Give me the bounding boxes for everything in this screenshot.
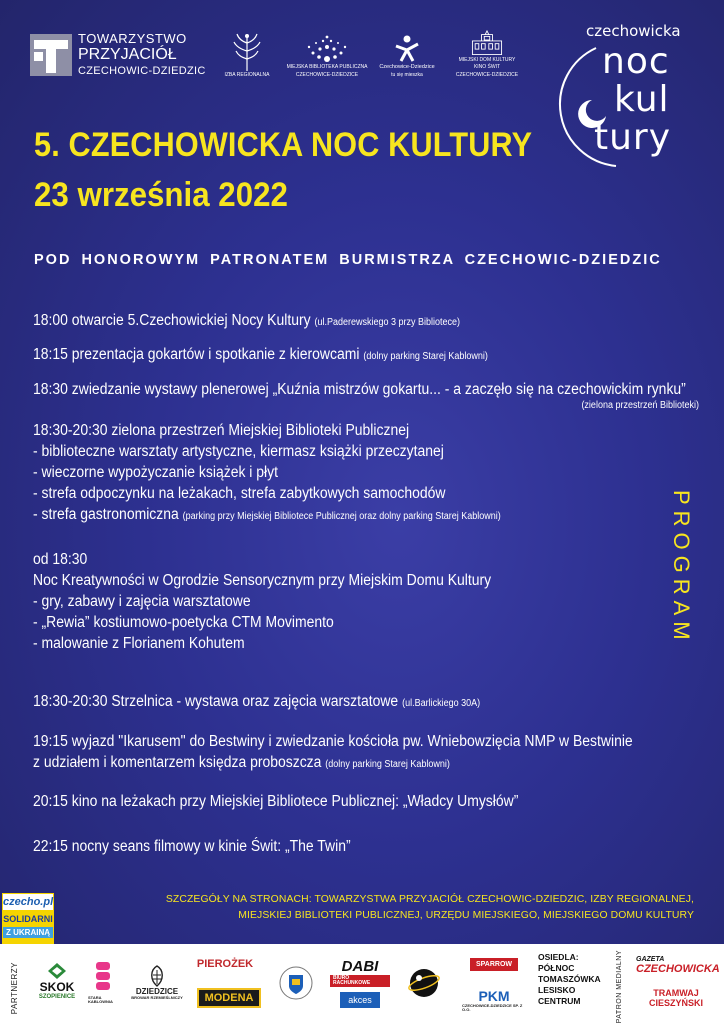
nk-word-noc: noc — [602, 41, 670, 82]
program-item-5-line3: - gry, zabawy i zajęcia warsztatowe — [33, 593, 251, 610]
akces-logo — [332, 992, 388, 1008]
nk-small-text: czechowicka — [586, 22, 681, 40]
kablownia-name: STARA KABLOWNIA — [88, 995, 113, 1004]
program-item-4-line1: 18:30-20:30 zielona przestrzeń Miejskiej Biblioteki Publicznej — [33, 422, 410, 439]
program-item-2 — [33, 344, 488, 367]
mdk-caption-sub2: CZECHOWICE-DZIEDZICE — [455, 71, 519, 78]
biblioteka-caption-sub: CZECHOWICE-DZIEDZICE — [295, 71, 359, 78]
skok-logo — [34, 962, 80, 1000]
czechowice-caption-sub: tu się mieszka — [391, 71, 423, 78]
program-item-3 — [33, 379, 699, 412]
program-vertical-label: PROGRAM — [669, 490, 694, 646]
izba-regionalna-logo — [224, 30, 270, 78]
partners-label: PARTNERZY — [10, 962, 19, 1015]
pkm-sub: CZECHOWICE-DZIEDZICE SP. Z O.O. — [462, 1003, 523, 1012]
details-text — [166, 892, 694, 924]
program-item-6-text: 18:30-20:30 Strzelnica - wystawa oraz zajęcia warsztatowe — [33, 693, 399, 710]
program-item-4-line5-text: - strefa gastronomiczna — [33, 506, 179, 523]
event-title: 5. CZECHOWICKA NOC KULTURY — [34, 126, 533, 164]
osiedle-lesisko: LESISKO — [538, 985, 576, 995]
skok-sub: SZOPIENICE — [38, 994, 76, 1000]
person-icon — [393, 34, 421, 62]
program-item-3-text: 18:30 zwiedzanie wystawy plenerowej „Kuźnia mistrzów gokartu... - a zaczęło się na czechowickim rynku” — [33, 381, 686, 398]
program-item-1-note: (ul.Paderewskiego 3 przy Bibliotece) — [314, 317, 461, 328]
biblioteka-caption: MIEJSKA BIBLIOTEKA PUBLICZNA — [286, 64, 368, 70]
badge-ukraina: Z UKRAINĄ — [3, 927, 53, 938]
hops-icon — [146, 964, 168, 988]
footer-sponsors — [0, 944, 724, 1024]
mdk-caption-sub: KINO ŚWIT — [473, 64, 501, 70]
tpc-line2: PRZYJACIÓŁ — [78, 46, 177, 63]
program-item-1 — [33, 310, 460, 333]
program-item-8-text: 20:15 kino na leżakach przy Miejskiej Bibliotece Publicznej: „Władcy Umysłów” — [33, 793, 519, 810]
sparrow-logo — [462, 958, 526, 971]
kablownia-icon — [93, 960, 113, 996]
program-item-6-note: (ul.Barlickiego 30A) — [402, 698, 481, 709]
skok-leaf-icon — [47, 962, 67, 980]
program-item-7-note: (dolny parking Starej Kablowni) — [325, 759, 450, 770]
planet-logo — [404, 966, 444, 1000]
izba-caption: IZBA REGIONALNA — [224, 71, 270, 78]
program-item-8 — [33, 791, 518, 812]
tpc-line1: TOWARZYSTWO — [78, 31, 187, 46]
nk-word-tury: tury — [594, 117, 672, 158]
pierozek-logo — [190, 958, 260, 970]
program-item-4-line3: - wieczorne wypożyczanie książek i płyt — [33, 464, 278, 481]
solidarni-badge — [2, 893, 54, 944]
tramwaj-line1: TRAMWAJ — [653, 988, 699, 998]
czechowice-logo — [372, 30, 442, 78]
planet-icon — [407, 966, 441, 1000]
program-item-4-note: (parking przy Miejskiej Bibliotece Publicznej oraz dolny parking Starej Kablowni) — [182, 511, 501, 522]
noc-kultury-logo — [556, 20, 706, 170]
nk-word-kul: kul — [614, 79, 670, 120]
pierozek-name: PIEROŻEK — [196, 958, 254, 970]
pkm-logo — [462, 988, 526, 1012]
program-item-4-line4: - strefa odpoczynku na leżakach, strefa zabytkowych samochodów — [33, 485, 446, 502]
tramwaj-logo — [646, 988, 706, 1008]
modena-name: MODENA — [197, 988, 262, 1008]
dabi-logo — [330, 958, 390, 987]
akces-name: akces — [340, 992, 380, 1008]
program-item-2-text: 18:15 prezentacja gokartów i spotkanie z kierowcami — [33, 346, 360, 363]
program-item-7 — [33, 731, 633, 775]
gazeta-name: CZECHOWICKA — [636, 963, 720, 975]
badge-czecho: czecho.pl — [3, 896, 54, 908]
gazeta-logo — [636, 956, 720, 975]
tpc-line3: CZECHOWIC-DZIEDZIC — [78, 65, 206, 77]
program-item-1-text: 18:00 otwarcie 5.Czechowickiej Nocy Kultury — [33, 312, 311, 329]
dziedzice-name: DZIEDZICE — [135, 987, 179, 996]
plant-icon — [232, 33, 262, 71]
mdk-logo — [452, 30, 522, 78]
tramwaj-line2: CIESZYŃSKI — [648, 998, 703, 1008]
tpc-logo — [30, 32, 210, 82]
tpc-text — [78, 32, 206, 77]
patronage-text: POD HONOROWYM PATRONATEM BURMISTRZA CZECHOWIC-DZIEDZIC — [34, 252, 662, 268]
program-item-4 — [33, 420, 501, 527]
details-line2: MIEJSKIEJ BIBLIOTEKI PUBLICZNEJ, URZĘDU MIEJSKIEGO, MIEJSKIEGO DOMU KULTURY — [238, 910, 694, 921]
gazeta-label: GAZETA — [636, 956, 665, 963]
program-item-5-line4: - „Rewia” kostiumowo-poetycka CTM Movimento — [33, 614, 334, 631]
building-icon — [469, 30, 505, 56]
coat-of-arms-icon — [279, 966, 313, 1000]
osiedle-tomaszowka: TOMASZÓWKA — [538, 974, 601, 984]
program-item-9-text: 22:15 nocny seans filmowy w kinie Świt: „The Twin” — [33, 838, 351, 855]
program-item-3-note: (zielona przestrzeń Biblioteki) — [581, 400, 699, 411]
program-item-4-line2: - biblioteczne warsztaty artystyczne, kiermasz książki przeczytanej — [33, 443, 444, 460]
badge-solidarni: SOLIDARNI — [3, 914, 53, 924]
program-item-7-line2-text: z udziałem i komentarzem księdza proboszcza — [33, 754, 322, 771]
biblioteka-logo — [286, 30, 368, 78]
dziedzice-sub: BROWAR RZEMIEŚLNICZY — [131, 995, 183, 1000]
crest-logo — [276, 966, 316, 1000]
program-item-6 — [33, 691, 480, 714]
program-item-7-line2 — [33, 752, 633, 775]
program-item-7-line1: 19:15 wyjazd "Ikarusem" do Bestwiny i zwiedzanie kościoła pw. Wniebowzięcia NMP w Bestwinie — [33, 733, 633, 750]
program-item-5-line1: od 18:30 — [33, 551, 88, 568]
program-item-5-line2: Noc Kreatywności w Ogrodzie Sensorycznym przy Miejskim Domu Kultury — [33, 572, 492, 589]
program-item-5-line5: - malowanie z Florianem Kohutem — [33, 635, 245, 652]
tpc-mark-icon — [30, 34, 72, 76]
skok-name: SKOK — [39, 980, 75, 994]
osiedle-centrum: CENTRUM — [538, 996, 581, 1006]
dabi-sub: BIURO RACHUNKOWE — [330, 975, 390, 987]
details-line1: SZCZEGÓŁY NA STRONACH: TOWARZYSTWA PRZYJACIÓŁ CZECHOWIC-DZIEDZIC, IZBY REGIONALNEJ, — [165, 894, 694, 905]
osiedla-list — [538, 952, 601, 1007]
sparrow-name: SPARROW — [470, 958, 518, 971]
pkm-name: PKM — [478, 988, 510, 1004]
osiedla-label: OSIEDLA: — [538, 952, 579, 962]
modena-logo — [198, 988, 260, 1008]
sunburst-icon — [305, 33, 349, 63]
program-item-4-line5 — [33, 504, 501, 527]
program-item-2-note: (dolny parking Starej Kablowni) — [363, 351, 488, 362]
program-item-9 — [33, 836, 351, 857]
osiedle-polnoc: PÓŁNOC — [538, 963, 575, 973]
dziedzice-logo — [130, 964, 184, 1000]
program-item-5 — [33, 549, 491, 654]
mdk-caption: MIEJSKI DOM KULTURY — [458, 56, 516, 63]
event-date: 23 września 2022 — [34, 176, 288, 214]
dabi-name: DABI — [341, 958, 379, 975]
kablownia-logo — [88, 960, 118, 1004]
czechowice-caption: Czechowice-Dziedzice — [379, 64, 435, 71]
media-label: PATRON MEDIALNY — [616, 950, 623, 1024]
